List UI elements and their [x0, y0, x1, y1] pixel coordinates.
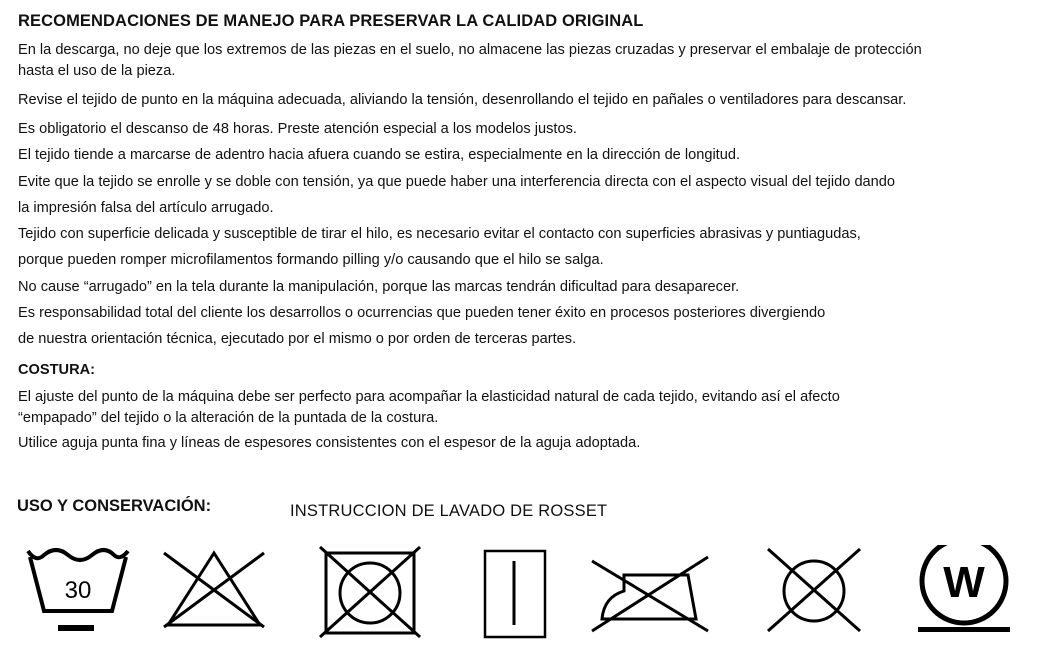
handling-line: porque pueden romper microfilamentos formando pilling y/o causando que el hilo se salga. — [18, 252, 604, 269]
handling-line: No cause “arrugado” en la tela durante la manipulación, porque las marcas tendrán dificultad para desaparecer. — [18, 278, 740, 295]
no-dry-clean-icon — [762, 545, 866, 635]
paragraph-descarga: En la descarga, no deje que los extremos de las piezas en el suelo, no almacene las piezas cruzadas y preservar el embalaje de protección hasta el uso de la pieza. — [18, 42, 922, 79]
costura-paragraph: El ajuste del punto de la máquina debe ser perfecto para acompañar la elasticidad natural de cada tejido, evitando así el afecto “empapado” del tejido o la alteración de la puntada de la costura. — [18, 388, 840, 426]
no-iron-icon — [588, 545, 714, 635]
paragraph-revise: Revise el tejido de punto en la máquina adecuada, aliviando la tensión, desenrollando el tejido en pañales o ventiladores para descansar. — [18, 92, 907, 108]
handling-lines — [18, 119, 1028, 356]
document — [18, 12, 1028, 454]
uso-heading: USO Y CONSERVACIÓN: — [17, 497, 212, 515]
handling-line: Evite que la tejido se enrolle y se doble con tensión, ya que puede haber una interferencia directa con el aspecto visual del tejido dando — [18, 173, 896, 190]
handling-line: la impresión falsa del artículo arrugado. — [18, 199, 274, 216]
document-title: RECOMENDACIONES DE MANEJO PARA PRESERVAR LA CALIDAD ORIGINAL — [18, 12, 644, 30]
line-dry-icon — [480, 545, 550, 641]
wash-instructions-title: INSTRUCCION DE LAVADO DE ROSSET — [290, 502, 608, 520]
costura-line: Utilice aguja punta fina y líneas de espesores consistentes con el espesor de la aguja adoptada. — [18, 434, 641, 451]
wet-clean-letter: W — [943, 558, 985, 607]
costura-heading: COSTURA: — [18, 361, 96, 378]
no-tumble-dry-icon — [316, 545, 424, 639]
handling-line: Es responsabilidad total del cliente los desarrollos o ocurrencias que pueden tener éxito en procesos posteriores divergiendo — [18, 305, 826, 322]
wet-clean-icon — [912, 545, 1016, 637]
wash-temperature: 30 — [64, 577, 92, 604]
handling-line: Tejido con superficie delicada y susceptible de tirar el hilo, es necesario evitar el contacto con superficies abrasivas y puntiagudas, — [18, 226, 861, 243]
handling-line: de nuestra orientación técnica, ejecutado por el mismo o por orden de terceras partes. — [18, 331, 577, 348]
wash-30-gentle-icon — [22, 545, 134, 637]
handling-line: Es obligatorio el descanso de 48 horas. Preste atención especial a los modelos justos. — [18, 121, 577, 137]
no-bleach-icon — [160, 545, 268, 631]
handling-line: El tejido tiende a marcarse de adentro hacia afuera cuando se estira, especialmente en la dirección de longitud. — [18, 147, 741, 164]
